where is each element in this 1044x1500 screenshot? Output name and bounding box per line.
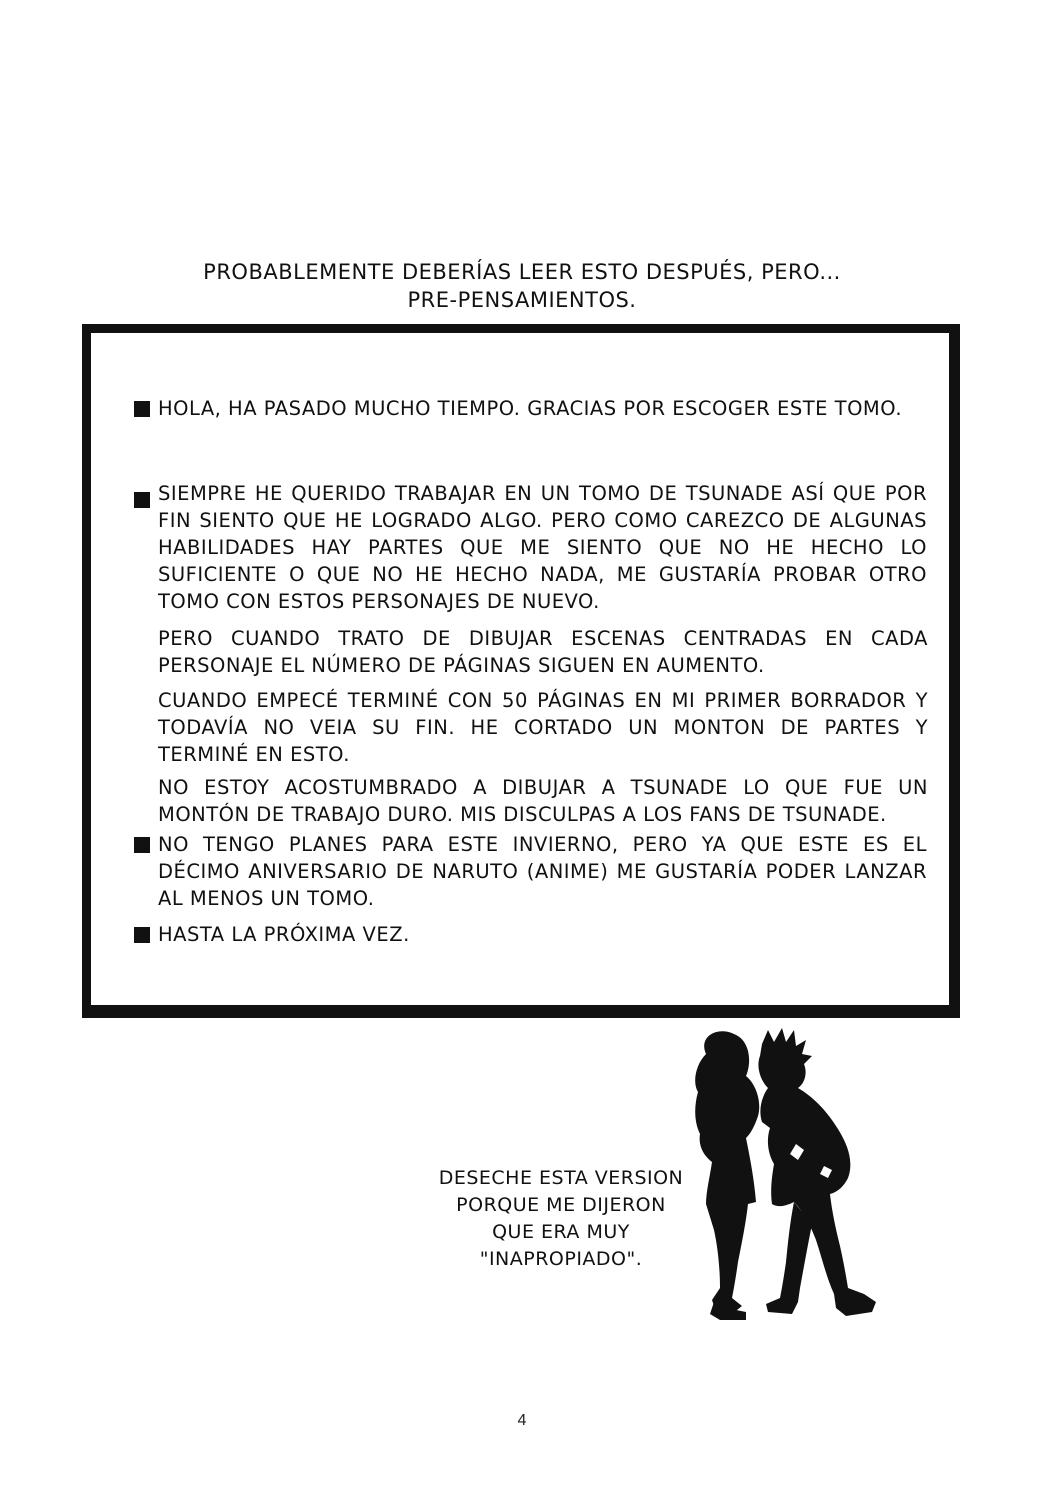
note-paragraph xyxy=(158,625,928,679)
note-text: HOLA, HA PASADO MUCHO TIEMPO. GRACIAS POR ESCOGER ESTE TOMO. xyxy=(158,397,903,420)
page-number: 4 xyxy=(517,1412,527,1429)
note-text: NO ESTOY ACOSTUMBRADO A DIBUJAR A TSUNADE LO QUE FUE UN MONTÓN DE TRABAJO DURO. MIS DISCULPAS A LOS FANS DE TSUNADE. xyxy=(158,776,928,826)
bullet-square-icon xyxy=(134,401,150,417)
bullet-square-icon xyxy=(134,927,150,943)
illustration-caption xyxy=(402,1165,720,1273)
couple-silhouette-icon xyxy=(676,1026,882,1328)
note-paragraph xyxy=(147,480,927,615)
note-paragraph xyxy=(158,774,928,828)
note-text: HASTA LA PRÓXIMA VEZ. xyxy=(158,923,410,946)
note-text: PERO CUANDO TRATO DE DIBUJAR ESCENAS CENTRADAS EN CADA PERSONAJE EL NÚMERO DE PÁGINAS SIGUEN EN AUMENTO. xyxy=(158,627,928,677)
note-text: CUANDO EMPECÉ TERMINÉ CON 50 PÁGINAS EN MI PRIMER BORRADOR Y TODAVÍA NO VEIA SU FIN. HE CORTADO UN MONTON DE PARTES Y TERMINÉ EN ESTO. xyxy=(158,689,928,766)
note-paragraph xyxy=(147,921,927,948)
bullet-square-icon xyxy=(134,492,150,508)
note-text: NO TENGO PLANES PARA ESTE INVIERNO, PERO YA QUE ESTE ES EL DÉCIMO ANIVERSARIO DE NARUTO (ANIME) ME GUSTARÍA PODER LANZAR AL MENOS UN TOMO. xyxy=(158,833,927,910)
note-text: SIEMPRE HE QUERIDO TRABAJAR EN UN TOMO DE TSUNADE ASÍ QUE POR FIN SIENTO QUE HE LOGRADO ALGO. PERO COMO CAREZCO DE ALGUNAS HABILIDADES HAY PARTES QUE ME SIENTO QUE NO HE HECHO LO SUFICIENTE O QUE NO HE HECHO NADA, ME GUSTARÍA PROBAR OTRO TOMO CON ESTOS PERSONAJES DE NUEVO. xyxy=(158,482,927,613)
caption-line-2: PORQUE ME DIJERON xyxy=(456,1194,666,1216)
caption-line-4: "INAPROPIADO". xyxy=(479,1248,643,1270)
note-paragraph xyxy=(147,831,927,912)
heading-line-2: PRE-PENSAMIENTOS. xyxy=(407,288,637,312)
note-paragraph xyxy=(147,395,927,422)
caption-line-1: DESECHE ESTA VERSION xyxy=(438,1167,684,1189)
note-paragraph xyxy=(158,687,928,768)
heading-line-1: PROBABLEMENTE DEBERÍAS LEER ESTO DESPUÉS, PERO... xyxy=(203,260,841,284)
caption-line-3: QUE ERA MUY xyxy=(492,1221,630,1243)
bullet-square-icon xyxy=(134,837,150,853)
page-heading xyxy=(120,258,924,314)
notes-box xyxy=(82,324,960,1018)
